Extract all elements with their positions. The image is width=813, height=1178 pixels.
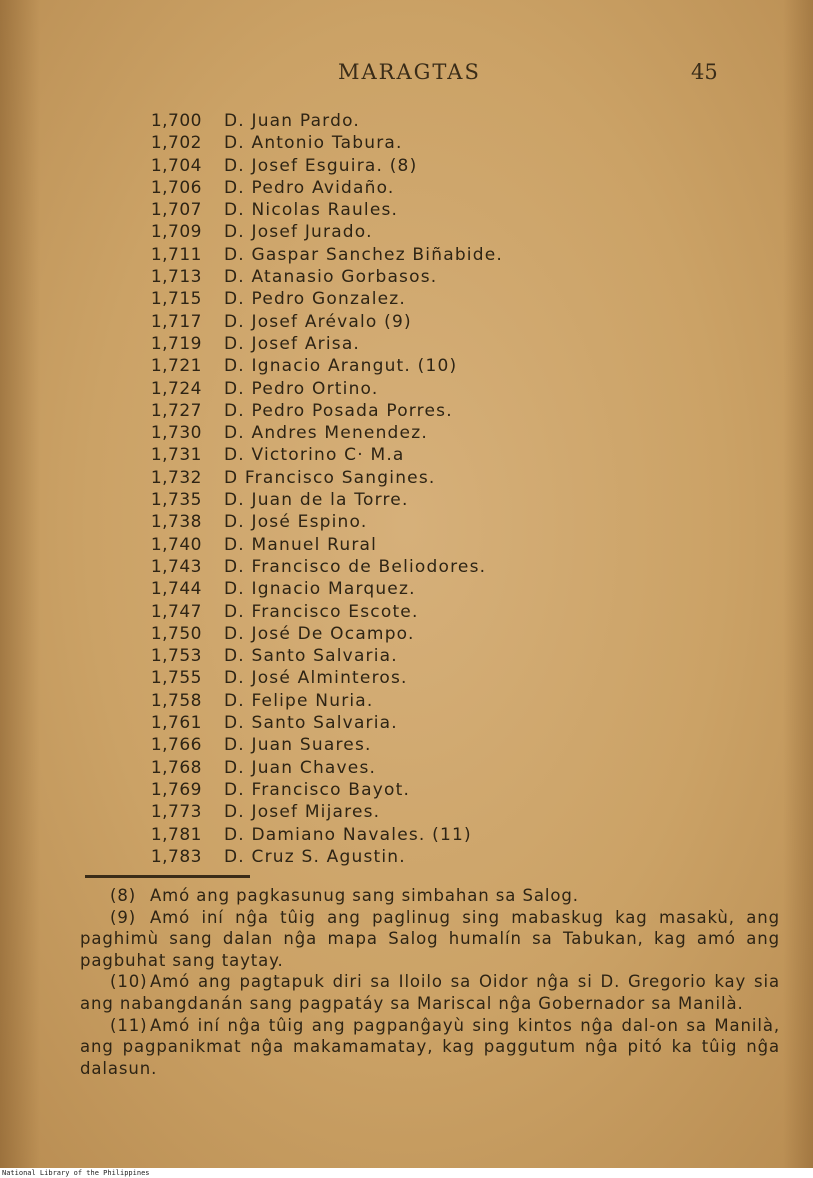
entry-name: D. Josef Mijares. xyxy=(224,802,381,823)
list-item xyxy=(130,556,690,578)
entry-name: D. Francisco Escote. xyxy=(224,601,419,622)
list-item xyxy=(130,734,690,756)
list-item xyxy=(130,422,690,444)
footer-credit: National Library of the Philippines xyxy=(2,1169,150,1177)
footnote-separator-rule xyxy=(85,875,250,878)
entry-name: D. Ignacio Arangut. (10) xyxy=(224,356,458,377)
footnote xyxy=(80,885,780,907)
footnote-text: Amó iní nĝa tûig ang pagpanĝayù sing kintos nĝa dal-on sa Manilà, ang pagpanikmat nĝa makamamatay, kag paggutum nĝa pitó ka tûig nĝa dalasun. xyxy=(80,1015,780,1078)
footnotes-block xyxy=(80,885,780,1079)
list-item xyxy=(130,444,690,466)
entry-year: 1,769 xyxy=(150,779,202,800)
entry-name: D. Juan Suares. xyxy=(224,735,372,756)
entry-name: D. Francisco Bayot. xyxy=(224,779,411,800)
page-edge-shadow-right xyxy=(783,0,813,1168)
entry-year: 1,740 xyxy=(150,534,202,555)
list-item xyxy=(130,155,690,177)
entry-year: 1,768 xyxy=(150,757,202,778)
entry-year: 1,738 xyxy=(150,512,202,533)
entry-name: D. José De Ocampo. xyxy=(224,623,415,644)
entry-name: D. Pedro Gonzalez. xyxy=(224,289,407,310)
list-item xyxy=(130,534,690,556)
entry-name: D. Juan de la Torre. xyxy=(224,490,409,511)
entry-year: 1,747 xyxy=(150,601,202,622)
entry-year: 1,724 xyxy=(150,378,202,399)
entry-name: D. Francisco de Beliodores. xyxy=(224,556,487,577)
entry-year: 1,704 xyxy=(150,155,202,176)
entry-year: 1,709 xyxy=(150,222,202,243)
footnote-text: Amó ang pagkasunug sang simbahan sa Salog. xyxy=(150,886,579,905)
entry-year: 1,702 xyxy=(150,133,202,154)
entry-name: D. Ignacio Marquez. xyxy=(224,579,416,600)
list-item xyxy=(130,779,690,801)
page-number: 45 xyxy=(691,60,718,84)
entry-year: 1,766 xyxy=(150,735,202,756)
footnote-number: (8) xyxy=(110,886,137,905)
entry-year: 1,713 xyxy=(150,267,202,288)
page-edge-shadow-left xyxy=(0,0,40,1168)
entry-year: 1,783 xyxy=(150,846,202,867)
footer-bar xyxy=(0,1168,813,1178)
entry-name: D. Santo Salvaria. xyxy=(224,713,398,734)
list-item xyxy=(130,355,690,377)
running-header-title: MARAGTAS xyxy=(338,60,481,84)
list-item xyxy=(130,244,690,266)
list-item xyxy=(130,489,690,511)
entry-name: D. Andres Menendez. xyxy=(224,423,428,444)
footnote-number: (9) xyxy=(110,907,137,927)
entry-year: 1,744 xyxy=(150,579,202,600)
entry-year: 1,727 xyxy=(150,400,202,421)
list-item xyxy=(130,199,690,221)
entry-name: D. Atanasio Gorbasos. xyxy=(224,267,438,288)
entry-year: 1,731 xyxy=(150,445,202,466)
footnote xyxy=(80,1015,780,1080)
entry-year: 1,706 xyxy=(150,177,202,198)
list-item xyxy=(130,221,690,243)
footnote-number: (10) xyxy=(110,972,148,992)
entry-name: D. Pedro Posada Porres. xyxy=(224,400,453,421)
list-item xyxy=(130,846,690,868)
entry-name: D. Nicolas Raules. xyxy=(224,200,399,221)
list-item xyxy=(130,801,690,823)
list-item xyxy=(130,824,690,846)
entry-name: D. Damiano Navales. (11) xyxy=(224,824,472,845)
list-item xyxy=(130,288,690,310)
list-item xyxy=(130,623,690,645)
entry-name: D. Felipe Nuria. xyxy=(224,690,374,711)
list-item xyxy=(130,690,690,712)
entry-name: D. Juan Chaves. xyxy=(224,757,377,778)
list-item xyxy=(130,601,690,623)
list-item xyxy=(130,333,690,355)
entry-name: D. Victorino C· M.a xyxy=(224,445,405,466)
entry-year: 1,717 xyxy=(150,311,202,332)
entry-year: 1,730 xyxy=(150,423,202,444)
list-item xyxy=(130,110,690,132)
entry-name: D. Manuel Rural xyxy=(224,534,378,555)
governor-list xyxy=(130,110,690,868)
list-item xyxy=(130,132,690,154)
entry-year: 1,707 xyxy=(150,200,202,221)
entry-year: 1,781 xyxy=(150,824,202,845)
entry-year: 1,755 xyxy=(150,668,202,689)
entry-year: 1,719 xyxy=(150,333,202,354)
entry-name: D. Pedro Avidaño. xyxy=(224,177,395,198)
entry-year: 1,711 xyxy=(150,244,202,265)
entry-year: 1,758 xyxy=(150,690,202,711)
footnote xyxy=(80,971,780,1014)
entry-name: D. Josef Arisa. xyxy=(224,333,361,354)
list-item xyxy=(130,400,690,422)
footnote xyxy=(80,907,780,972)
entry-year: 1,732 xyxy=(150,467,202,488)
entry-year: 1,750 xyxy=(150,623,202,644)
list-item xyxy=(130,177,690,199)
entry-name: D. Josef Jurado. xyxy=(224,222,373,243)
entry-name: D. Antonio Tabura. xyxy=(224,133,403,154)
entry-year: 1,753 xyxy=(150,646,202,667)
entry-name: D. José Espino. xyxy=(224,512,368,533)
footnote-number: (11) xyxy=(110,1015,148,1035)
list-item xyxy=(130,511,690,533)
entry-year: 1,715 xyxy=(150,289,202,310)
list-item xyxy=(130,645,690,667)
list-item xyxy=(130,266,690,288)
list-item xyxy=(130,378,690,400)
entry-name: D Francisco Sangines. xyxy=(224,467,436,488)
entry-name: D. Pedro Ortino. xyxy=(224,378,379,399)
entry-name: D. Juan Pardo. xyxy=(224,111,360,131)
entry-year: 1,761 xyxy=(150,713,202,734)
entry-name: D. Josef Esguira. (8) xyxy=(224,155,418,176)
entry-year: 1,735 xyxy=(150,490,202,511)
entry-name: D. Josef Arévalo (9) xyxy=(224,311,412,332)
entry-year: 1,773 xyxy=(150,802,202,823)
footnote-text: Amó ang pagtapuk diri sa Iloilo sa Oidor nĝa si D. Gregorio kay sia ang nabangdanán sang pagpatáy sa Mariscal nĝa Gobernador sa Manilà. xyxy=(80,972,780,1013)
list-item xyxy=(130,712,690,734)
entry-name: D. Cruz S. Agustin. xyxy=(224,846,406,867)
list-item xyxy=(130,467,690,489)
list-item xyxy=(130,311,690,333)
list-item xyxy=(130,757,690,779)
entry-year: 1,743 xyxy=(150,556,202,577)
entry-name: D. José Alminteros. xyxy=(224,668,408,689)
list-item xyxy=(130,578,690,600)
entry-year: 1,700 xyxy=(150,111,202,131)
entry-year: 1,721 xyxy=(150,356,202,377)
entry-name: D. Santo Salvaria. xyxy=(224,646,398,667)
entry-name: D. Gaspar Sanchez Biñabide. xyxy=(224,244,503,265)
list-item xyxy=(130,667,690,689)
footnote-text: Amó iní nĝa tûig ang paglinug sing mabaskug kag masakù, ang paghimù sang dalan nĝa mapa Salog humalín sa Tabukan, kag amó ang pagbuhat sang taytay. xyxy=(80,907,780,970)
